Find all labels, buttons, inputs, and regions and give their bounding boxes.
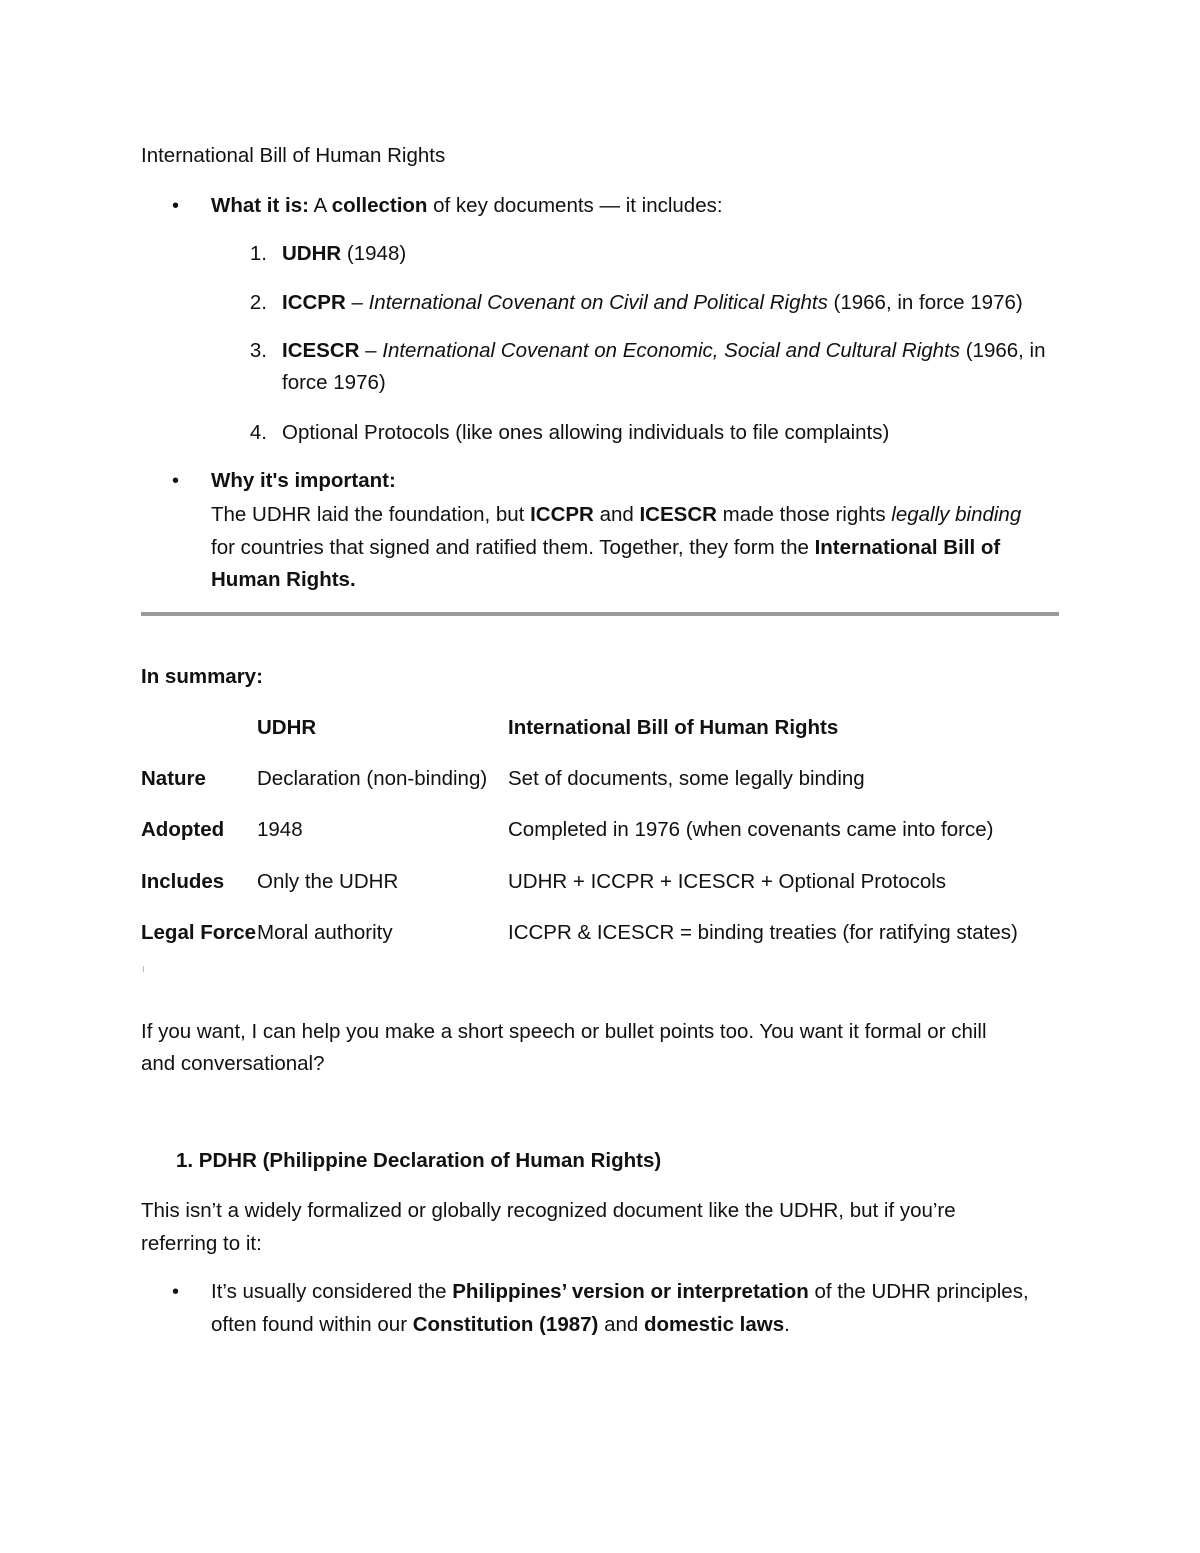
list-item <box>282 290 1023 316</box>
pdhr-bullet-line-1 <box>211 1279 1029 1305</box>
pdhr-paragraph-line-1: This isn’t a widely formalized or globally recognized document like the UDHR, but if you’re <box>141 1199 956 1222</box>
pdhr-text: It’s usually considered the <box>211 1280 453 1303</box>
list-item: Optional Protocols (like ones allowing individuals to file complaints) <box>282 421 890 444</box>
horizontal-rule <box>141 612 1059 616</box>
why-text-bold: International Bill of <box>814 536 1001 559</box>
pdhr-text: . <box>784 1313 790 1336</box>
pdhr-heading: 1. PDHR (Philippine Declaration of Human Rights) <box>176 1149 662 1172</box>
why-text: and <box>593 503 640 526</box>
table-row-label: Legal Force <box>141 921 257 944</box>
list-item-continuation: force 1976) <box>282 371 386 394</box>
list-number: 4. <box>249 421 267 444</box>
list-item-dash: – <box>345 291 369 314</box>
bullet-marker: • <box>172 1281 180 1303</box>
offer-line-1: If you want, I can help you make a short speech or bullet points too. You want it formal or chill <box>141 1020 987 1043</box>
pdhr-bullet-line-2 <box>211 1312 790 1338</box>
pdhr-text: often found within our <box>211 1313 413 1336</box>
list-item <box>282 241 406 267</box>
table-cell: 1948 <box>257 818 303 841</box>
document-title: International Bill of Human Rights <box>141 144 446 167</box>
what-text-pre: A <box>308 194 332 217</box>
why-line-1 <box>211 502 1021 528</box>
list-item-plain: (1966, in <box>960 339 1046 362</box>
list-item-bold: UDHR <box>282 242 342 265</box>
bullet-marker: • <box>172 195 180 217</box>
pdhr-text: of the UDHR principles, <box>808 1280 1029 1303</box>
pdhr-text: and <box>598 1313 644 1336</box>
why-text: made those rights <box>716 503 892 526</box>
table-cell: Completed in 1976 (when covenants came into force) <box>508 818 994 841</box>
summary-label: In summary: <box>141 665 263 688</box>
list-item-bold: ICCPR <box>282 291 346 314</box>
list-item-plain: (1948) <box>341 242 407 265</box>
why-text-bold: ICESCR <box>639 503 717 526</box>
list-item-italic: International Covenant on Economic, Social and Cultural Rights <box>382 339 961 362</box>
table-row-label: Nature <box>141 767 206 790</box>
why-text-italic: legally binding <box>891 503 1022 526</box>
what-text-post: of key documents — it includes: <box>427 194 723 217</box>
why-text: for countries that signed and ratified them. Together, they form the <box>211 536 815 559</box>
cursor-mark <box>143 966 144 972</box>
list-number: 2. <box>249 291 267 314</box>
table-row-label: Includes <box>141 870 225 893</box>
list-item-italic: International Covenant on Civil and Political Rights <box>368 291 828 314</box>
list-item <box>282 338 1046 364</box>
table-cell: UDHR + ICCPR + ICESCR + Optional Protocols <box>508 870 947 893</box>
bullet-marker: • <box>172 470 180 492</box>
offer-line-2: and conversational? <box>141 1052 325 1075</box>
list-item-plain: (1966, in force 1976) <box>827 291 1023 314</box>
why-important-label: Why it's important: <box>211 469 396 492</box>
table-header-ibhr: International Bill of Human Rights <box>508 716 839 739</box>
table-cell: ICCPR & ICESCR = binding treaties (for ratifying states) <box>508 921 1018 944</box>
table-header-udhr: UDHR <box>257 716 317 739</box>
why-line-3: Human Rights. <box>211 568 356 591</box>
why-text: The UDHR laid the foundation, but <box>211 503 531 526</box>
why-line-2 <box>211 535 1000 561</box>
what-it-is-label: What it is: <box>211 194 309 217</box>
why-text-bold: ICCPR <box>530 503 594 526</box>
what-text-bold: collection <box>331 194 428 217</box>
table-cell: Moral authority <box>257 921 393 944</box>
pdhr-text-bold: Philippines’ version or interpretation <box>452 1280 809 1303</box>
list-item-dash: – <box>359 339 383 362</box>
table-cell: Declaration (non-binding) <box>257 767 488 790</box>
list-number: 3. <box>249 339 267 362</box>
pdhr-text-bold: domestic laws <box>643 1313 785 1336</box>
pdhr-paragraph-line-2: referring to it: <box>141 1232 262 1255</box>
pdhr-text-bold: Constitution (1987) <box>412 1313 599 1336</box>
table-row-label: Adopted <box>141 818 225 841</box>
list-item-bold: ICESCR <box>282 339 360 362</box>
what-it-is-line <box>211 193 723 219</box>
table-cell: Set of documents, some legally binding <box>508 767 865 790</box>
table-cell: Only the UDHR <box>257 870 399 893</box>
list-number: 1. <box>249 242 267 265</box>
